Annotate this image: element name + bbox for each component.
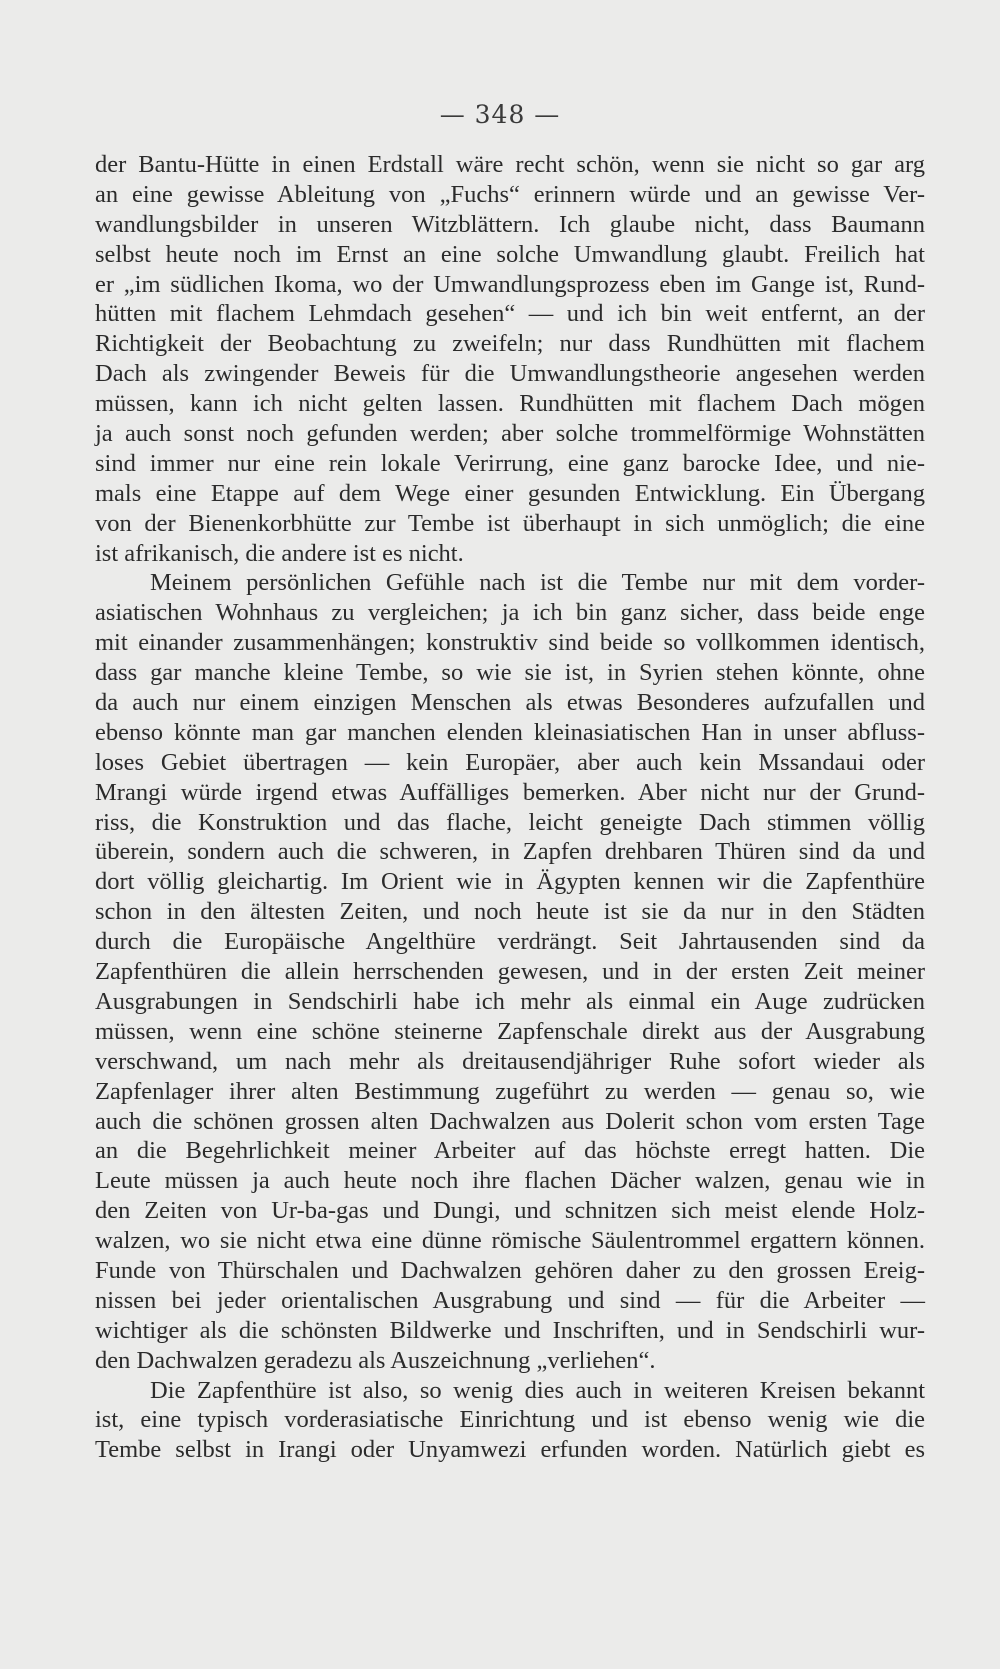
text-line: Dach als zwingender Beweis für die Umwandlungstheorie angesehen werden	[95, 360, 925, 388]
text-line: verschwand, um nach mehr als dreitausendjähriger Ruhe sofort wieder als	[95, 1047, 925, 1075]
text-line: ist afrikanisch, die andere ist es nicht.	[95, 539, 464, 567]
text-line: Meinem persönlichen Gefühle nach ist die Tembe nur mit dem vorder-	[150, 569, 925, 597]
text-line: der Bantu-Hütte in einen Erdstall wäre recht schön, wenn sie nicht so gar arg	[95, 151, 925, 178]
text-line: an eine gewisse Ableitung von „Fuchs“ erinnern würde und an gewisse Ver-	[95, 180, 925, 208]
text-line: ist, eine typisch vorderasiatische Einrichtung und ist ebenso wenig wie die	[95, 1406, 925, 1434]
text-line: den Dachwalzen geradezu als Auszeichnung „verliehen“.	[95, 1346, 656, 1374]
text-line: müssen, kann ich nicht gelten lassen. Rundhütten mit flachem Dach mögen	[95, 390, 925, 418]
text-line: ja auch sonst noch gefunden werden; aber solche trommelförmige Wohnstätten	[95, 420, 925, 448]
text-line: nissen bei jeder orientalischen Ausgrabung und sind — für die Arbeiter —	[95, 1286, 925, 1314]
text-line: walzen, wo sie nicht etwa eine dünne römische Säulentrommel ergattern können.	[95, 1227, 925, 1255]
text-line: Zapfenlager ihrer alten Bestimmung zugeführt zu werden — genau so, wie	[95, 1077, 925, 1105]
text-line: durch die Europäische Angelthüre verdrängt. Seit Jahrtausenden sind da	[95, 928, 925, 956]
body-text	[95, 150, 925, 1465]
text-line: Richtigkeit der Beobachtung zu zweifeln; nur dass Rundhütten mit flachem	[95, 330, 925, 358]
text-line: dass gar manche kleine Tembe, so wie sie ist, in Syrien stehen könnte, ohne	[95, 659, 925, 687]
text-line: Zapfenthüren die allein herrschenden gewesen, und in der ersten Zeit meiner	[95, 958, 925, 986]
text-line: asiatischen Wohnhaus zu vergleichen; ja ich bin ganz sicher, dass beide enge	[95, 599, 925, 627]
text-line: er „im südlichen Ikoma, wo der Umwandlungsprozess eben im Gange ist, Rund-	[95, 270, 925, 298]
text-line: schon in den ältesten Zeiten, und noch heute ist sie da nur in den Städten	[95, 898, 925, 926]
text-line: überein, sondern auch die schweren, in Zapfen drehbaren Thüren sind da und	[95, 838, 925, 866]
text-line: ebenso könnte man gar manchen elenden kleinasiatischen Han in unser abfluss-	[95, 718, 925, 746]
text-line: wichtiger als die schönsten Bildwerke und Inschriften, und in Sendschirli wur-	[95, 1316, 925, 1344]
text-line: Tembe selbst in Irangi oder Unyamwezi erfunden worden. Natürlich giebt es	[95, 1436, 925, 1464]
text-line: Leute müssen ja auch heute noch ihre flachen Dächer walzen, genau wie in	[95, 1167, 925, 1195]
text-line: hütten mit flachem Lehmdach gesehen“ — und ich bin weit entfernt, an der	[95, 300, 925, 328]
text-line: wandlungsbilder in unseren Witzblättern. Ich glaube nicht, dass Baumann	[95, 210, 925, 238]
text-line: mit einander zusammenhängen; konstruktiv sind beide so vollkommen identisch,	[95, 629, 925, 657]
text-line: von der Bienenkorbhütte zur Tembe ist überhaupt in sich unmöglich; die eine	[95, 509, 925, 537]
text-line: Die Zapfenthüre ist also, so wenig dies auch in weiteren Kreisen bekannt	[150, 1376, 925, 1404]
text-line: Mrangi würde irgend etwas Auffälliges bemerken. Aber nicht nur der Grund-	[95, 778, 925, 806]
text-line: Funde von Thürschalen und Dachwalzen gehören daher zu den grossen Ereig-	[95, 1256, 925, 1284]
text-line: dort völlig gleichartig. Im Orient wie in Ägypten kennen wir die Zapfenthüre	[95, 868, 925, 896]
text-line: riss, die Konstruktion und das flache, leicht geneigte Dach stimmen völlig	[95, 808, 925, 836]
page-number: — 348 —	[439, 100, 561, 129]
text-line: müssen, wenn eine schöne steinerne Zapfenschale direkt aus der Ausgrabung	[95, 1017, 925, 1045]
text-line: Ausgrabungen in Sendschirli habe ich mehr als einmal ein Auge zudrücken	[95, 987, 925, 1015]
text-line: loses Gebiet übertragen — kein Europäer, aber auch kein Mssandaui oder	[95, 748, 925, 776]
text-line: mals eine Etappe auf dem Wege einer gesunden Entwicklung. Ein Übergang	[95, 479, 925, 507]
text-line: sind immer nur eine rein lokale Verirrung, eine ganz barocke Idee, und nie-	[95, 449, 925, 477]
text-line: an die Begehrlichkeit meiner Arbeiter auf das höchste erregt hatten. Die	[95, 1137, 925, 1165]
text-line: selbst heute noch im Ernst an eine solche Umwandlung glaubt. Freilich hat	[95, 240, 925, 268]
text-line: da auch nur einem einzigen Menschen als etwas Besonderes aufzufallen und	[95, 689, 925, 717]
text-line: auch die schönen grossen alten Dachwalzen aus Dolerit schon vom ersten Tage	[95, 1107, 925, 1135]
text-line: den Zeiten von Ur-ba-gas und Dungi, und schnitzen sich meist elende Holz-	[95, 1197, 925, 1225]
